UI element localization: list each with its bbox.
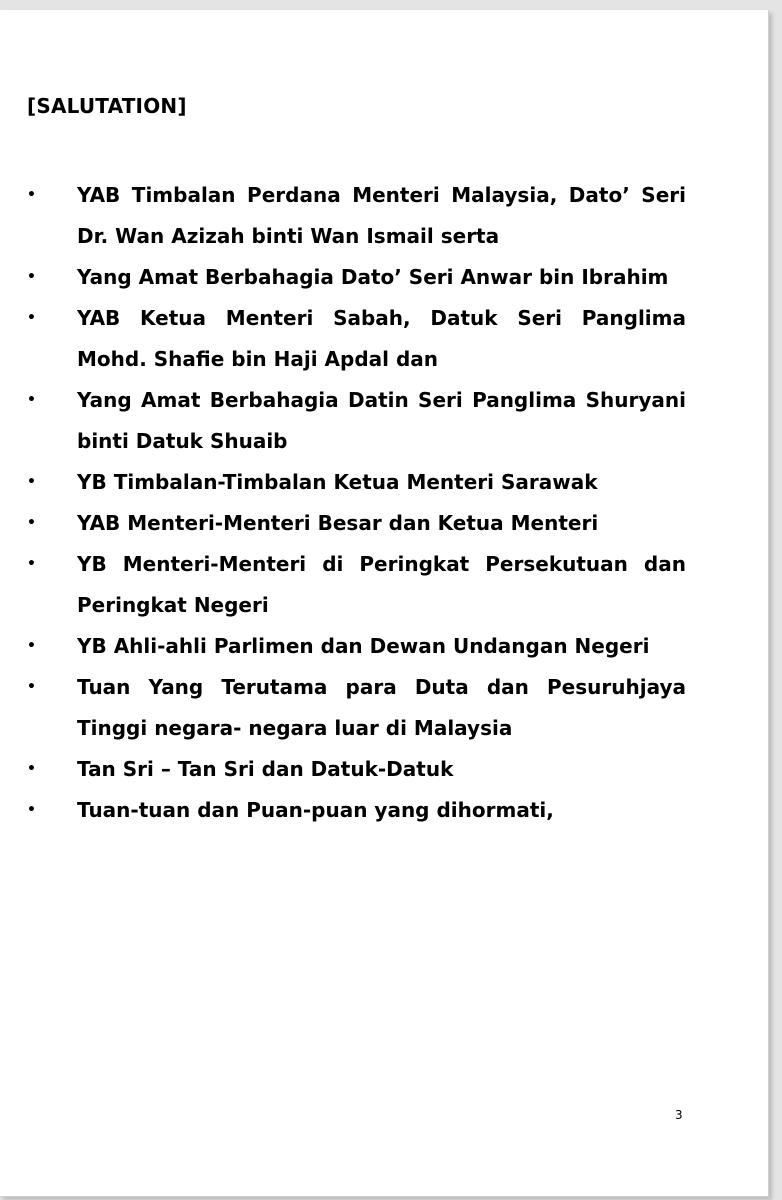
salutation-list — [0, 175, 768, 831]
bullet-icon: • — [27, 474, 36, 490]
bullet-icon: • — [27, 802, 36, 818]
page-number: 3 — [675, 1108, 683, 1122]
list-item-text: YB Menteri-Menteri di Peringkat Persekutuan dan Peringkat Negeri — [77, 552, 686, 617]
bullet-icon: • — [27, 556, 36, 572]
bullet-icon: • — [27, 187, 36, 203]
list-item-text: Yang Amat Berbahagia Dato’ Seri Anwar bin Ibrahim — [77, 265, 669, 289]
document-page — [0, 10, 769, 1197]
list-item — [0, 298, 686, 380]
list-item-text: YB Ahli-ahli Parlimen dan Dewan Undangan Negeri — [77, 634, 650, 658]
bullet-icon: • — [27, 515, 36, 531]
page-heading: [SALUTATION] — [27, 94, 187, 118]
list-item-text: YAB Menteri-Menteri Besar dan Ketua Menteri — [77, 511, 599, 535]
bullet-icon: • — [27, 761, 36, 777]
list-item — [0, 749, 686, 790]
list-item — [0, 503, 686, 544]
list-item — [0, 790, 686, 831]
list-item-text: YB Timbalan-Timbalan Ketua Menteri Sarawak — [77, 470, 598, 494]
list-item — [0, 462, 686, 503]
list-item — [0, 380, 686, 462]
bullet-icon: • — [27, 679, 36, 695]
list-item — [0, 257, 686, 298]
bullet-icon: • — [27, 638, 36, 654]
list-item — [0, 626, 686, 667]
list-item-text: Tuan Yang Terutama para Duta dan Pesuruhjaya Tinggi negara- negara luar di Malaysia — [77, 675, 686, 740]
bullet-icon: • — [27, 392, 36, 408]
bullet-icon: • — [27, 269, 36, 285]
list-item — [0, 544, 686, 626]
list-item-text: Tuan-tuan dan Puan-puan yang dihormati, — [77, 798, 554, 822]
list-item-text: Yang Amat Berbahagia Datin Seri Panglima Shuryani binti Datuk Shuaib — [77, 388, 686, 453]
list-item-text: Tan Sri – Tan Sri dan Datuk-Datuk — [77, 757, 454, 781]
list-item — [0, 667, 686, 749]
list-item-text: YAB Timbalan Perdana Menteri Malaysia, Dato’ Seri Dr. Wan Azizah binti Wan Ismail serta — [77, 183, 686, 248]
list-item — [0, 175, 686, 257]
bullet-icon: • — [27, 310, 36, 326]
list-item-text: YAB Ketua Menteri Sabah, Datuk Seri Panglima Mohd. Shafie bin Haji Apdal dan — [77, 306, 686, 371]
